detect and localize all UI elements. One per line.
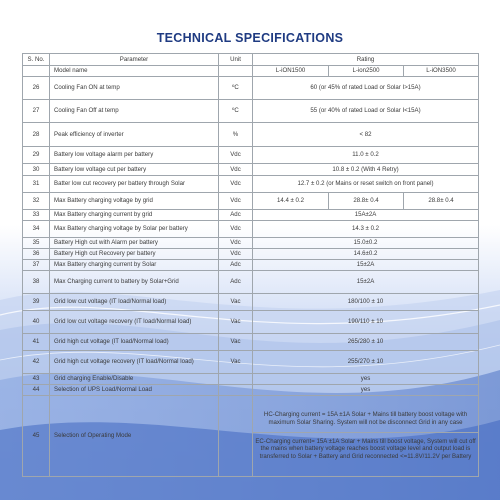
row-unit: Adc — [219, 210, 253, 221]
row-sno: 34 — [23, 221, 50, 238]
row-rating: 60 (or 45% of rated Load or Solar I>15A) — [253, 77, 479, 100]
row-rating: 15±2A — [253, 260, 479, 271]
table-row — [23, 77, 479, 100]
row-rating: yes — [253, 385, 479, 396]
table-row — [23, 123, 479, 147]
row-unit: Vdc — [219, 147, 253, 164]
row-unit: Vdc — [219, 221, 253, 238]
row-rating: yes — [253, 374, 479, 385]
row-sno: 26 — [23, 77, 50, 100]
row-sno: 40 — [23, 311, 50, 334]
row-sno: 43 — [23, 374, 50, 385]
table-row — [23, 221, 479, 238]
row-unit: Vac — [219, 294, 253, 311]
row-unit: Vac — [219, 311, 253, 334]
table-row — [23, 294, 479, 311]
row-unit: Vdc — [219, 176, 253, 193]
row-rating: 265/280 ± 10 — [253, 334, 479, 351]
row-parameter: Max Battery charging current by Solar — [50, 260, 219, 271]
row-unit: Vdc — [219, 238, 253, 249]
row-parameter: Grid high cut voltage recovery (IT load/Normal load) — [50, 351, 219, 374]
row-unit: Vac — [219, 334, 253, 351]
row-parameter: Selection of Operating Mode — [50, 396, 219, 477]
table-row — [23, 260, 479, 271]
row-rating: 14.6±0.2 — [253, 249, 479, 260]
note-divider — [253, 432, 478, 433]
row-sno: 30 — [23, 164, 50, 176]
row-parameter: Battery low voltage cut per battery — [50, 164, 219, 176]
row-rating: 11.0 ± 0.2 — [253, 147, 479, 164]
row-parameter: Max Charging current to battery by Solar+Grid — [50, 271, 219, 294]
row-unit — [219, 396, 253, 477]
row-unit: Adc — [219, 260, 253, 271]
row-sno: 33 — [23, 210, 50, 221]
model-label: Model name — [50, 66, 219, 77]
row-parameter: Grid low cut voltage recovery (IT load/Normal load) — [50, 311, 219, 334]
row-unit: ºC — [219, 77, 253, 100]
row-parameter: Grid high cut voltage (IT load/Normal load) — [50, 334, 219, 351]
row-unit — [219, 385, 253, 396]
row-rating: 12.7 ± 0.2 (or Mains or reset switch on front panel) — [253, 176, 479, 193]
row-parameter: Grid low cut voltage (IT load/Normal load) — [50, 294, 219, 311]
table-row — [23, 334, 479, 351]
row-sno: 36 — [23, 249, 50, 260]
row-unit — [219, 374, 253, 385]
header-parameter: Parameter — [50, 54, 219, 66]
row-rating: 15A±2A — [253, 210, 479, 221]
model-sno-cell — [23, 66, 50, 77]
page-title: TECHNICAL SPECIFICATIONS — [156, 31, 344, 45]
row-rating: 28.8± 0.4 — [404, 193, 479, 210]
model-name: L-ion2500 — [329, 66, 404, 77]
row-sno: 44 — [23, 385, 50, 396]
table-row — [23, 351, 479, 374]
row-unit: Vac — [219, 351, 253, 374]
row-sno: 35 — [23, 238, 50, 249]
row-parameter: Peak efficiency of inverter — [50, 123, 219, 147]
model-row — [23, 66, 479, 77]
row-rating-notes — [253, 396, 479, 477]
row-rating: 15±2A — [253, 271, 479, 294]
table-row — [23, 164, 479, 176]
table-row — [23, 249, 479, 260]
row-sno: 38 — [23, 271, 50, 294]
row-rating: 28.8± 0.4 — [329, 193, 404, 210]
row-rating: 55 (or 40% of rated Load or Solar I<15A) — [253, 100, 479, 123]
table-row — [23, 374, 479, 385]
table-row — [23, 100, 479, 123]
row-sno: 29 — [23, 147, 50, 164]
row-sno: 39 — [23, 294, 50, 311]
row-parameter: Batter low cut recovery per battery through Solar — [50, 176, 219, 193]
row-rating: 15.0±0.2 — [253, 238, 479, 249]
row-sno: 28 — [23, 123, 50, 147]
row-parameter: Battery low voltage alarm per battery — [50, 147, 219, 164]
row-parameter: Grid charging Enable/Disable — [50, 374, 219, 385]
row-parameter: Cooling Fan ON at temp — [50, 77, 219, 100]
table-row — [23, 396, 479, 477]
row-parameter: Max Battery charging voltage by Solar per battery — [50, 221, 219, 238]
row-rating: 180/100 ± 10 — [253, 294, 479, 311]
row-unit: Adc — [219, 271, 253, 294]
specifications-table — [22, 53, 479, 477]
table-row — [23, 147, 479, 164]
table-row — [23, 238, 479, 249]
row-unit: ºC — [219, 100, 253, 123]
row-sno: 42 — [23, 351, 50, 374]
row-unit: Vdc — [219, 193, 253, 210]
model-name: L-iON1500 — [253, 66, 329, 77]
row-rating: 190/110 ± 10 — [253, 311, 479, 334]
row-unit: Vdc — [219, 249, 253, 260]
row-parameter: Max Battery charging voltage by grid — [50, 193, 219, 210]
row-rating: 255/270 ± 10 — [253, 351, 479, 374]
model-name: L-iON3500 — [404, 66, 479, 77]
row-sno: 31 — [23, 176, 50, 193]
table-row — [23, 385, 479, 396]
row-parameter: Battery High cut with Alarm per battery — [50, 238, 219, 249]
table-row — [23, 176, 479, 193]
row-rating: 14.3 ± 0.2 — [253, 221, 479, 238]
header-unit: Unit — [219, 54, 253, 66]
row-sno: 37 — [23, 260, 50, 271]
header-rating: Rating — [253, 54, 479, 66]
header-sno: S. No. — [23, 54, 50, 66]
table-row — [23, 271, 479, 294]
row-sno: 41 — [23, 334, 50, 351]
row-parameter: Cooling Fan Off at temp — [50, 100, 219, 123]
model-unit-cell — [219, 66, 253, 77]
row-unit: Vdc — [219, 164, 253, 176]
row-sno: 27 — [23, 100, 50, 123]
table-header-row — [23, 54, 479, 66]
row-parameter: Battery High cut Recovery per battery — [50, 249, 219, 260]
table-row — [23, 210, 479, 221]
operating-mode-note: HC-Charging current = 15A ±1A Solar + Mains till battery boost voltage with maximum Solar Sharing. System will not be disconnect Grid in any case — [263, 411, 468, 427]
row-parameter: Max Battery charging current by grid — [50, 210, 219, 221]
operating-mode-note: EC-Charging current= 15A ±1A Solar + Mains till boost voltage, System will cut off the mains when battery voltage reaches boost voltage level and output load is transferred to Solar + Battery and Grid reconnected <=11.8V/11.2V per Battery — [255, 437, 476, 460]
row-rating: < 82 — [253, 123, 479, 147]
row-sno: 45 — [23, 396, 50, 477]
table-row — [23, 311, 479, 334]
row-rating: 10.8 ± 0.2 (With 4 Retry) — [253, 164, 479, 176]
row-sno: 32 — [23, 193, 50, 210]
row-rating: 14.4 ± 0.2 — [253, 193, 329, 210]
row-parameter: Selection of UPS Load/Normal Load — [50, 385, 219, 396]
table-row — [23, 193, 479, 210]
row-unit: % — [219, 123, 253, 147]
